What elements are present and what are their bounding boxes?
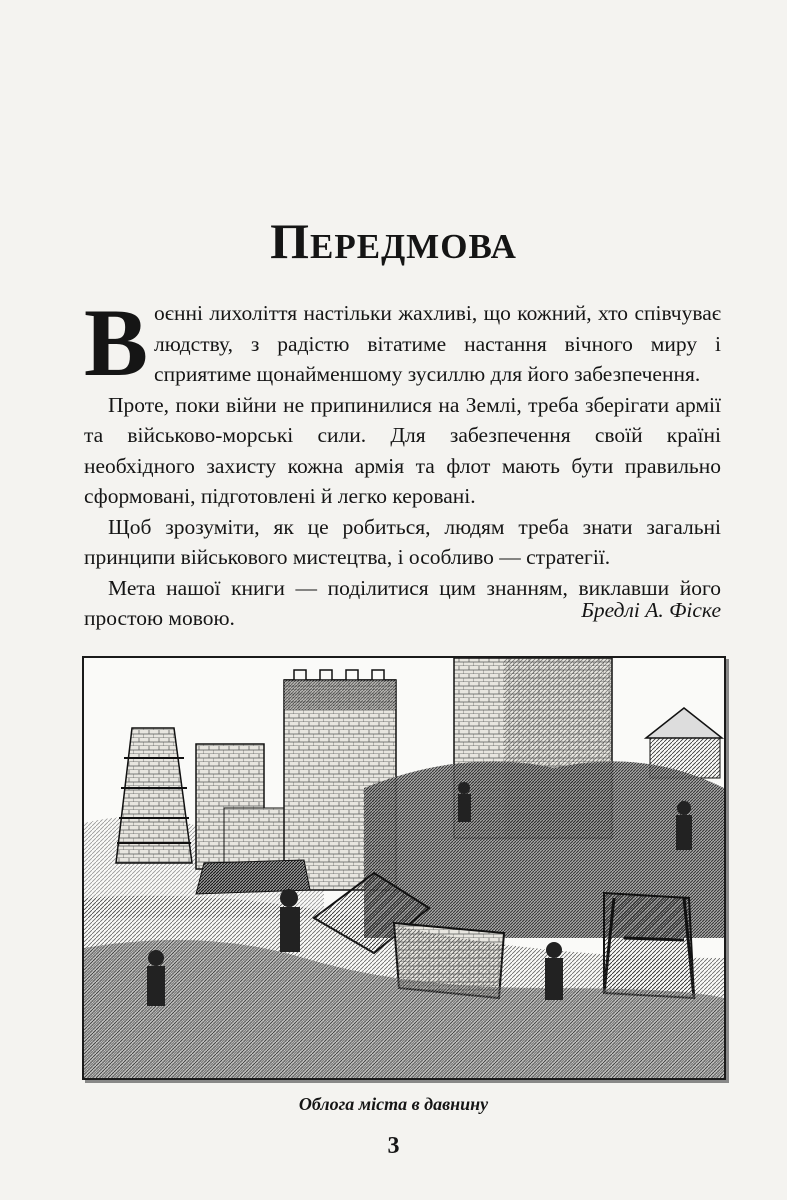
preface-text	[84, 289, 721, 634]
paragraph-3: Щоб зрозуміти, як це робиться, людям треба знати загальні принципи військового мистецтва, і особливо — стратегії.	[84, 514, 721, 569]
siege-illustration	[82, 656, 726, 1080]
siege-engraving-image	[84, 658, 724, 1078]
drop-cap: В	[84, 289, 149, 396]
paragraph-4: Мета нашої книги — поділитися цим знанням, виклавши його простою мовою.	[84, 575, 721, 630]
paragraph-1	[84, 289, 721, 396]
paragraph-1-text: оєнні лихоліття настільки жахливі, що кожний, хто співчуває людству, з радістю вітатиме настання вічного миру і сприятиме щонайменшому зусиллю для його забезпечення.	[154, 301, 721, 386]
figure-caption: Облога міста в давнину	[298, 1094, 489, 1114]
author-signature: Бредлі А. Фіске	[581, 598, 721, 622]
page-title: Передмова	[270, 213, 517, 269]
page-number: 3	[387, 1133, 400, 1159]
paragraph-2: Проте, поки війни не припинилися на Землі, треба зберігати армії та військово-морські сили. Для забезпечення своїй країні необхідного захисту кожна армія та флот мають бути правильно сформовані, підготовлені й легко керовані.	[84, 392, 721, 508]
